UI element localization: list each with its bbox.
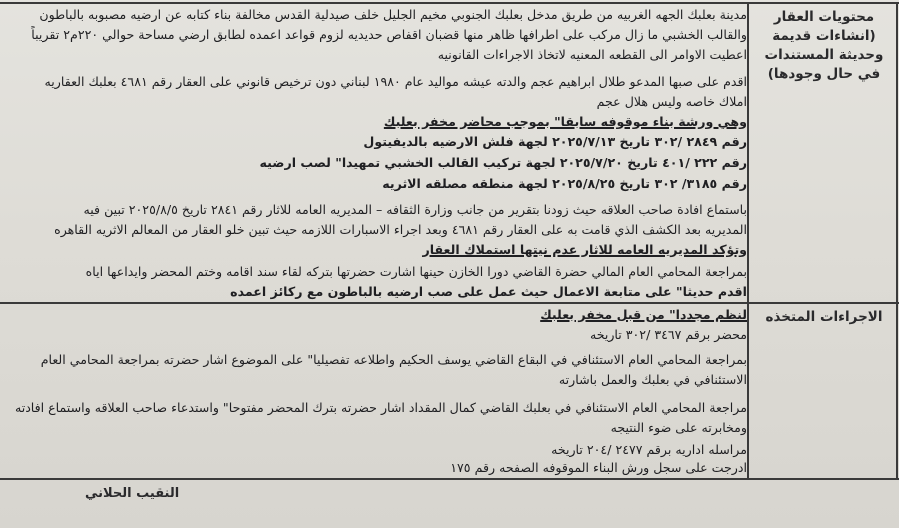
contents-line: والقالب الخشبي ما زال مركب على اطرافها ظاهر منها قضبان اقفاص حديديه لزوم قواعد اعمده لطابق ارضي مساحة حوالي ٢٢٠م٢ تقريباً (31, 27, 747, 42)
contents-line: المديريه بعد الكشف الذي قامت به على العقار رقم ٤٦٨١ وبعد اجراء الاسبارات اللازمه حيث تبين خلو العقار من المعالم الاثريه القاهره (54, 222, 747, 237)
table-top-border (0, 2, 899, 4)
actions-line: مراجعة المحامي العام الاستئنافي في بعلبك القاضي كمال المقداد اشار حضرته بترك المحضر مفتوحا" واستدعاء صاحب العلاقه واستماع افادته (14, 400, 747, 415)
signature-label: النقيب الحلاني (85, 486, 180, 501)
contents-line-heading: وهي ورشة بناء موقوفه سابقا" بموجب محاضر مخفر بعلبك (383, 114, 747, 129)
contents-line: رقم ٢٨٤٩ /٣٠٢ تاريخ ٢٠٢٥/٧/١٣ لجهة فلش الارضيه بالديفيتول (363, 134, 747, 149)
actions-line: بمراجعة المحامي العام الاستئنافي في البقاع القاضي يوسف الحكيم واطلاعه تفصيليا" على الموضوع اشار حضرته بمراجعة المحامي العام (40, 352, 747, 367)
contents-line-emphasis: وتؤكد المديريه العامه للاثار عدم نيتها استملاك العقار (422, 242, 747, 257)
contents-line: رقم ٣١٨٥/ ٣٠٢ تاريخ ٢٠٢٥/٨/٢٥ لجهة منطقه مصلقه الاثريه (382, 176, 747, 191)
actions-line: ادرجت على سجل ورش البناء الموقوفه الصفحه رقم ١٧٥ (450, 460, 747, 475)
contents-line: اقدم حديثا" على متابعة الاعمال حيث عمل على صب ارضيه بالباطون مع ركائز اعمده (230, 284, 747, 299)
contents-line: اقدم على صبها المدعو طلال ابراهيم عجم والدته عيشه مواليد عام ١٩٨٠ لبناني دون ترخيص قانوني على العقار رقم ٤٦٨١ بعلبك العقاريه (44, 74, 747, 89)
contents-line: باستماع افادة صاحب العلاقه حيث زودنا بتقرير من جانب وزارة الثقافه – المديريه العامه للاثار رقم ٢٨٤١ تاريخ ٢٠٢٥/٨/٥ تبين فيه (83, 202, 747, 217)
contents-label: محتويات العقار (انشاءات قديمة وحديثة المستندات في حال وجودها) (764, 9, 884, 82)
actions-line: مراسله اداريه برقم ٢٤٧٧ /٢٠٤ تاريخه (551, 442, 747, 457)
table-bottom-border (0, 478, 899, 480)
contents-line: املاك خاصه وليس هلال عجم (596, 94, 747, 109)
contents-line: بمراجعة المحامي العام المالي حضرة القاضي دورا الخازن حينها اشارت حضرتها بتركه لقاء سند اقامه وختم المحضر وايداعها اياه (85, 264, 747, 279)
table-column-divider (747, 2, 749, 478)
actions-line: محضر برقم ٣٤٦٧ /٣٠٢ تاريخه (589, 327, 747, 342)
table-row-divider (0, 302, 899, 304)
table-right-border (896, 2, 898, 478)
contents-line: مدينة بعلبك الجهه الغربيه من طريق مدخل بعلبك الجنوبي مخيم الجليل خلف صيدلية القدس مخالفة بناء كتابه عن ارضيه مصبوبه بالباطون (39, 7, 747, 22)
contents-line: رقم ٢٢٢ /٤٠١ تاريخ ٢٠٢٥/٧/٢٠ لجهة تركيب القالب الخشبي تمهيدا" لصب ارضيه (259, 155, 747, 170)
actions-line-heading: لنظم مجددا" من قبل مخفر بعلبك (540, 307, 747, 322)
contents-line: اعطيت الاوامر الى القطعه المعنيه لاتخاذ الاجراءات القانونيه (437, 47, 747, 62)
actions-line: ومخابرته على ضوء النتيجه (610, 420, 747, 435)
actions-label: الاجراءات المتخذه (765, 309, 883, 325)
actions-line: الاستئنافي في بعلبك والعمل باشارته (558, 372, 747, 387)
